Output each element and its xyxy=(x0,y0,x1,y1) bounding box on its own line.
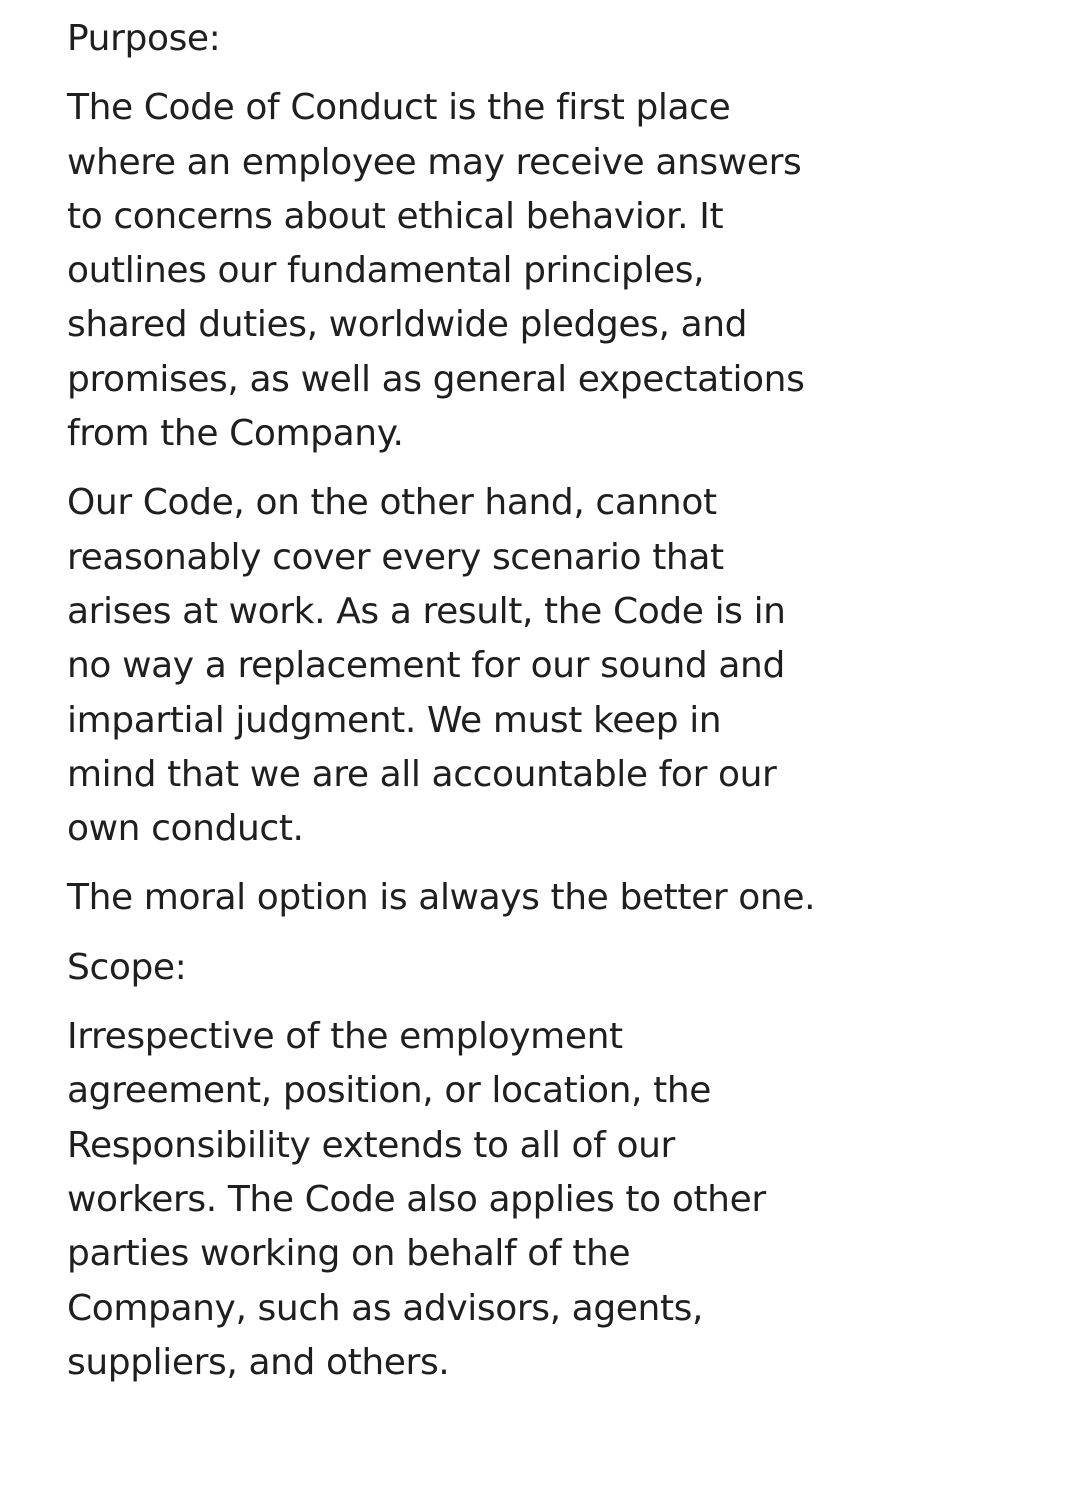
purpose-paragraph-1: The Code of Conduct is the first place where an employee may receive answers to concerns about ethical behavior. It outlines our fundamental principles, shared duties, worldwide pledges, and promises, as well as general expectations from the Company. xyxy=(67,87,805,455)
document-body xyxy=(67,12,817,1405)
purpose-paragraph-3: The moral option is always the better one. xyxy=(67,877,816,919)
purpose-paragraph-2: Our Code, on the other hand, cannot reasonably cover every scenario that arises at work. As a result, the Code is in no way a replacement for our sound and impartial judgment. We must keep in mind that we are all accountable for our own conduct. xyxy=(67,482,786,850)
purpose-heading: Purpose: xyxy=(67,18,221,59)
scope-heading: Scope: xyxy=(67,946,187,988)
scope-paragraph-1: Irrespective of the employment agreement, position, or location, the Responsibility extends to all of our workers. The Code also applies to other parties working on behalf of the Company, such as advisors, agents, suppliers, and others. xyxy=(67,1016,766,1383)
